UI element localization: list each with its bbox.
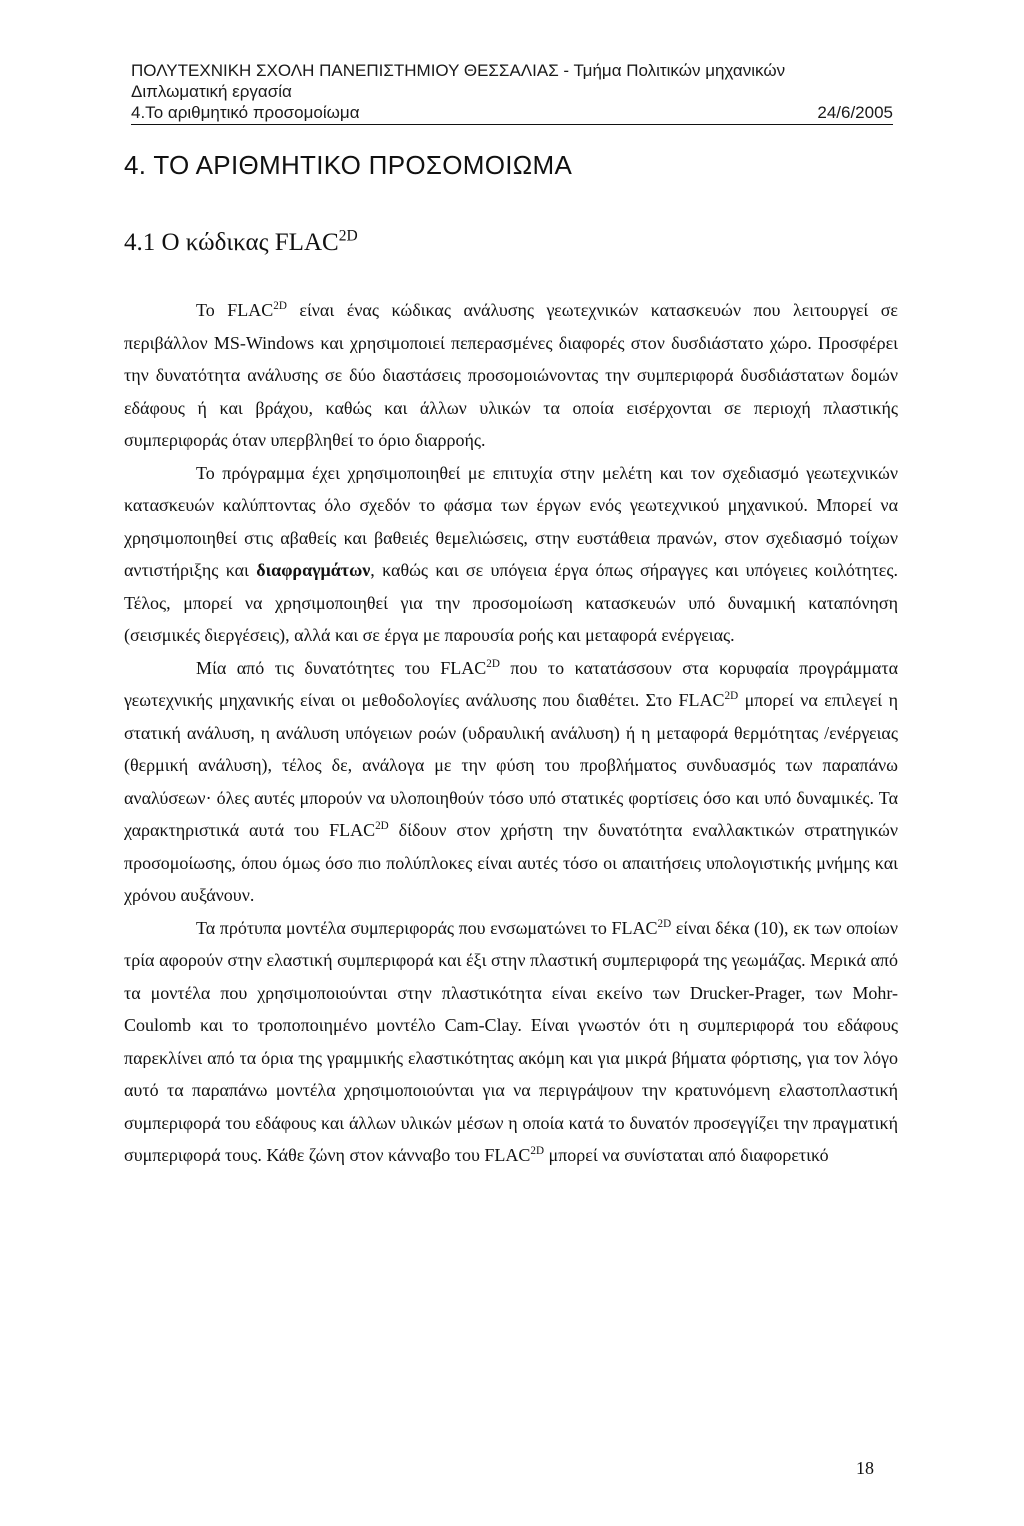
p3-text-b: που το κατατάσσουν στα κορυφαία προγράμματα γεωτεχνικής μηχανικής είναι οι μεθοδολογίες ανάλυσης που διαθέτει. Στο FLAC xyxy=(124,657,898,710)
header-date: 24/6/2005 xyxy=(817,103,893,122)
paragraph-3 xyxy=(124,652,898,912)
p2-bold-term: διαφραγμάτων xyxy=(256,560,371,580)
p3-text-c: μπορεί να επιλεγεί η στατική ανάλυση, η ανάλυση υπόγειων ροών (υδραυλική ανάλυση) ή η μεταφορά θερμότητας /ενέργειας (θερμική ανάλυση), τέλος δε, ανάλογα με την φύση του προβλήματος συνδυασμός των παραπάνω αναλύσεων· όλες αυτές μπορούν να υλοποιηθούν τόσο υπό στατικές φορτίσεις όσο και υπό δυναμικές. Τα χαρακτηριστικά αυτά του FLAC xyxy=(124,690,898,840)
p3-superscript-1: 2D xyxy=(486,657,500,670)
paragraph-1 xyxy=(124,294,898,457)
section-title-superscript: 2D xyxy=(338,227,358,245)
p3-superscript-3: 2D xyxy=(375,820,389,833)
p4-text-a: Τα πρότυπα μοντέλα συμπεριφοράς που ενσωματώνει το FLAC xyxy=(196,917,658,938)
p2-text-a: Το πρόγραμμα έχει χρησιμοποιηθεί με επιτυχία στην μελέτη και τον σχεδιασμό γεωτεχνικών κατασκευών καλύπτοντας όλο σχεδόν το φάσμα των έργων ενός γεωτεχνικού μηχανικού. Μπορεί να χρησιμοποιηθεί στις αβαθείς και βαθειές θεμελιώσεις, στην ευστάθεια πρανών, στον σχεδιασμό τοίχων αντιστήριξης και xyxy=(124,462,898,580)
paragraph-4 xyxy=(124,912,898,1172)
running-header xyxy=(131,60,893,125)
header-chapter-line xyxy=(131,102,893,125)
p3-text-d: δίδουν στον χρήστη την δυνατότητα εναλλακτικών στρατηγικών προσομοίωσης, όπου όμως όσο πιο πολύπλοκες είναι αυτές τόσο οι απαιτήσεις υπολογιστικής μνήμης και χρόνου αυξάνουν. xyxy=(124,820,898,905)
p4-superscript-2: 2D xyxy=(530,1145,545,1158)
p4-text-b: είναι δέκα (10), εκ των οποίων τρία αφορούν στην ελαστική συμπεριφορά και έξι στην πλαστική συμπεριφορά της γεωμάζας. Μερικά από τα μοντέλα που χρησιμοποιούνται στην πλαστικότητα είναι εκείνο των Drucker-Prager, των Mohr-Coulomb και το τροποποιημένο μοντέλο Cam-Clay. Είναι γνωστόν ότι η συμπεριφορά του εδάφους παρεκλίνει από τα όρια της γραμμικής ελαστικότητας ακόμη και για μικρά βήματα φόρτισης, για τον λόγο αυτό τα παραπάνω μοντέλα χρησιμοποιούνται για να περιγράψουν την κρατυνόμενη ελαστοπλαστική συμπεριφορά του εδάφους και άλλων υλικών μέσων η οποία κατά το δυνατόν προσεγγίζει την πραγματική συμπεριφορά τους. Κάθε ζώνη στον κάνναβο του FLAC xyxy=(124,917,898,1165)
p4-superscript-1: 2D xyxy=(657,917,672,930)
p2-text-b: , καθώς και σε υπόγεια έργα όπως σήραγγες και υπόγειες κοιλότητες. Τέλος, μπορεί να χρησιμοποιηθεί για την προσομοίωση κατασκευών υπό δυναμική καταπόνηση (σεισμικές διεργέσεις), αλλά και σε έργα με παρουσία ροής και μεταφορά ενέργειας. xyxy=(124,560,898,645)
section-title xyxy=(124,229,358,257)
body-text xyxy=(124,294,898,1172)
header-institution: ΠΟΛΥΤΕΧΝΙΚΗ ΣΧΟΛΗ ΠΑΝΕΠΙΣΤΗΜΙΟΥ ΘΕΣΣΑΛΙΑΣ - Τμήμα Πολιτικών μηχανικών xyxy=(131,61,786,80)
p3-superscript-2: 2D xyxy=(724,690,739,703)
p1-text-b: είναι ένας κώδικας ανάλυσης γεωτεχνικών κατασκευών που λειτουργεί σε περιβάλλον MS-Windows και χρησιμοποιεί πεπερασμένες διαφορές στον δυσδιάστατο χώρο. Προσφέρει την δυνατότητα ανάλυσης σε δύο διαστάσεις προσομοιώνοντας την συμπεριφορά δυσδιάστατων δομών εδάφους ή και βράχου, καθώς και άλλων υλικών τα οποία εισέρχονται σε περιοχή πλαστικής συμπεριφοράς όταν υπερβληθεί το όριο διαρροής. xyxy=(124,300,898,450)
p1-superscript: 2D xyxy=(273,300,287,313)
header-document-type: Διπλωματική εργασία xyxy=(131,82,292,101)
header-chapter-name: 4.Το αριθμητικό προσομοίωμα xyxy=(131,103,360,122)
p4-text-c: μπορεί να συνίσταται από διαφορετικό xyxy=(544,1145,829,1165)
p1-text-a: Το FLAC xyxy=(196,300,274,320)
page-number: 18 xyxy=(856,1458,874,1478)
p3-text-a: Μία από τις δυνατότητες του FLAC xyxy=(196,657,487,678)
paragraph-2 xyxy=(124,457,898,652)
section-title-text: 4.1 Ο κώδικας FLAC xyxy=(124,229,339,256)
chapter-title: 4. ΤΟ ΑΡΙΘΜΗΤΙΚΟ ΠΡΟΣΟΜΟΙΩΜΑ xyxy=(124,150,573,180)
